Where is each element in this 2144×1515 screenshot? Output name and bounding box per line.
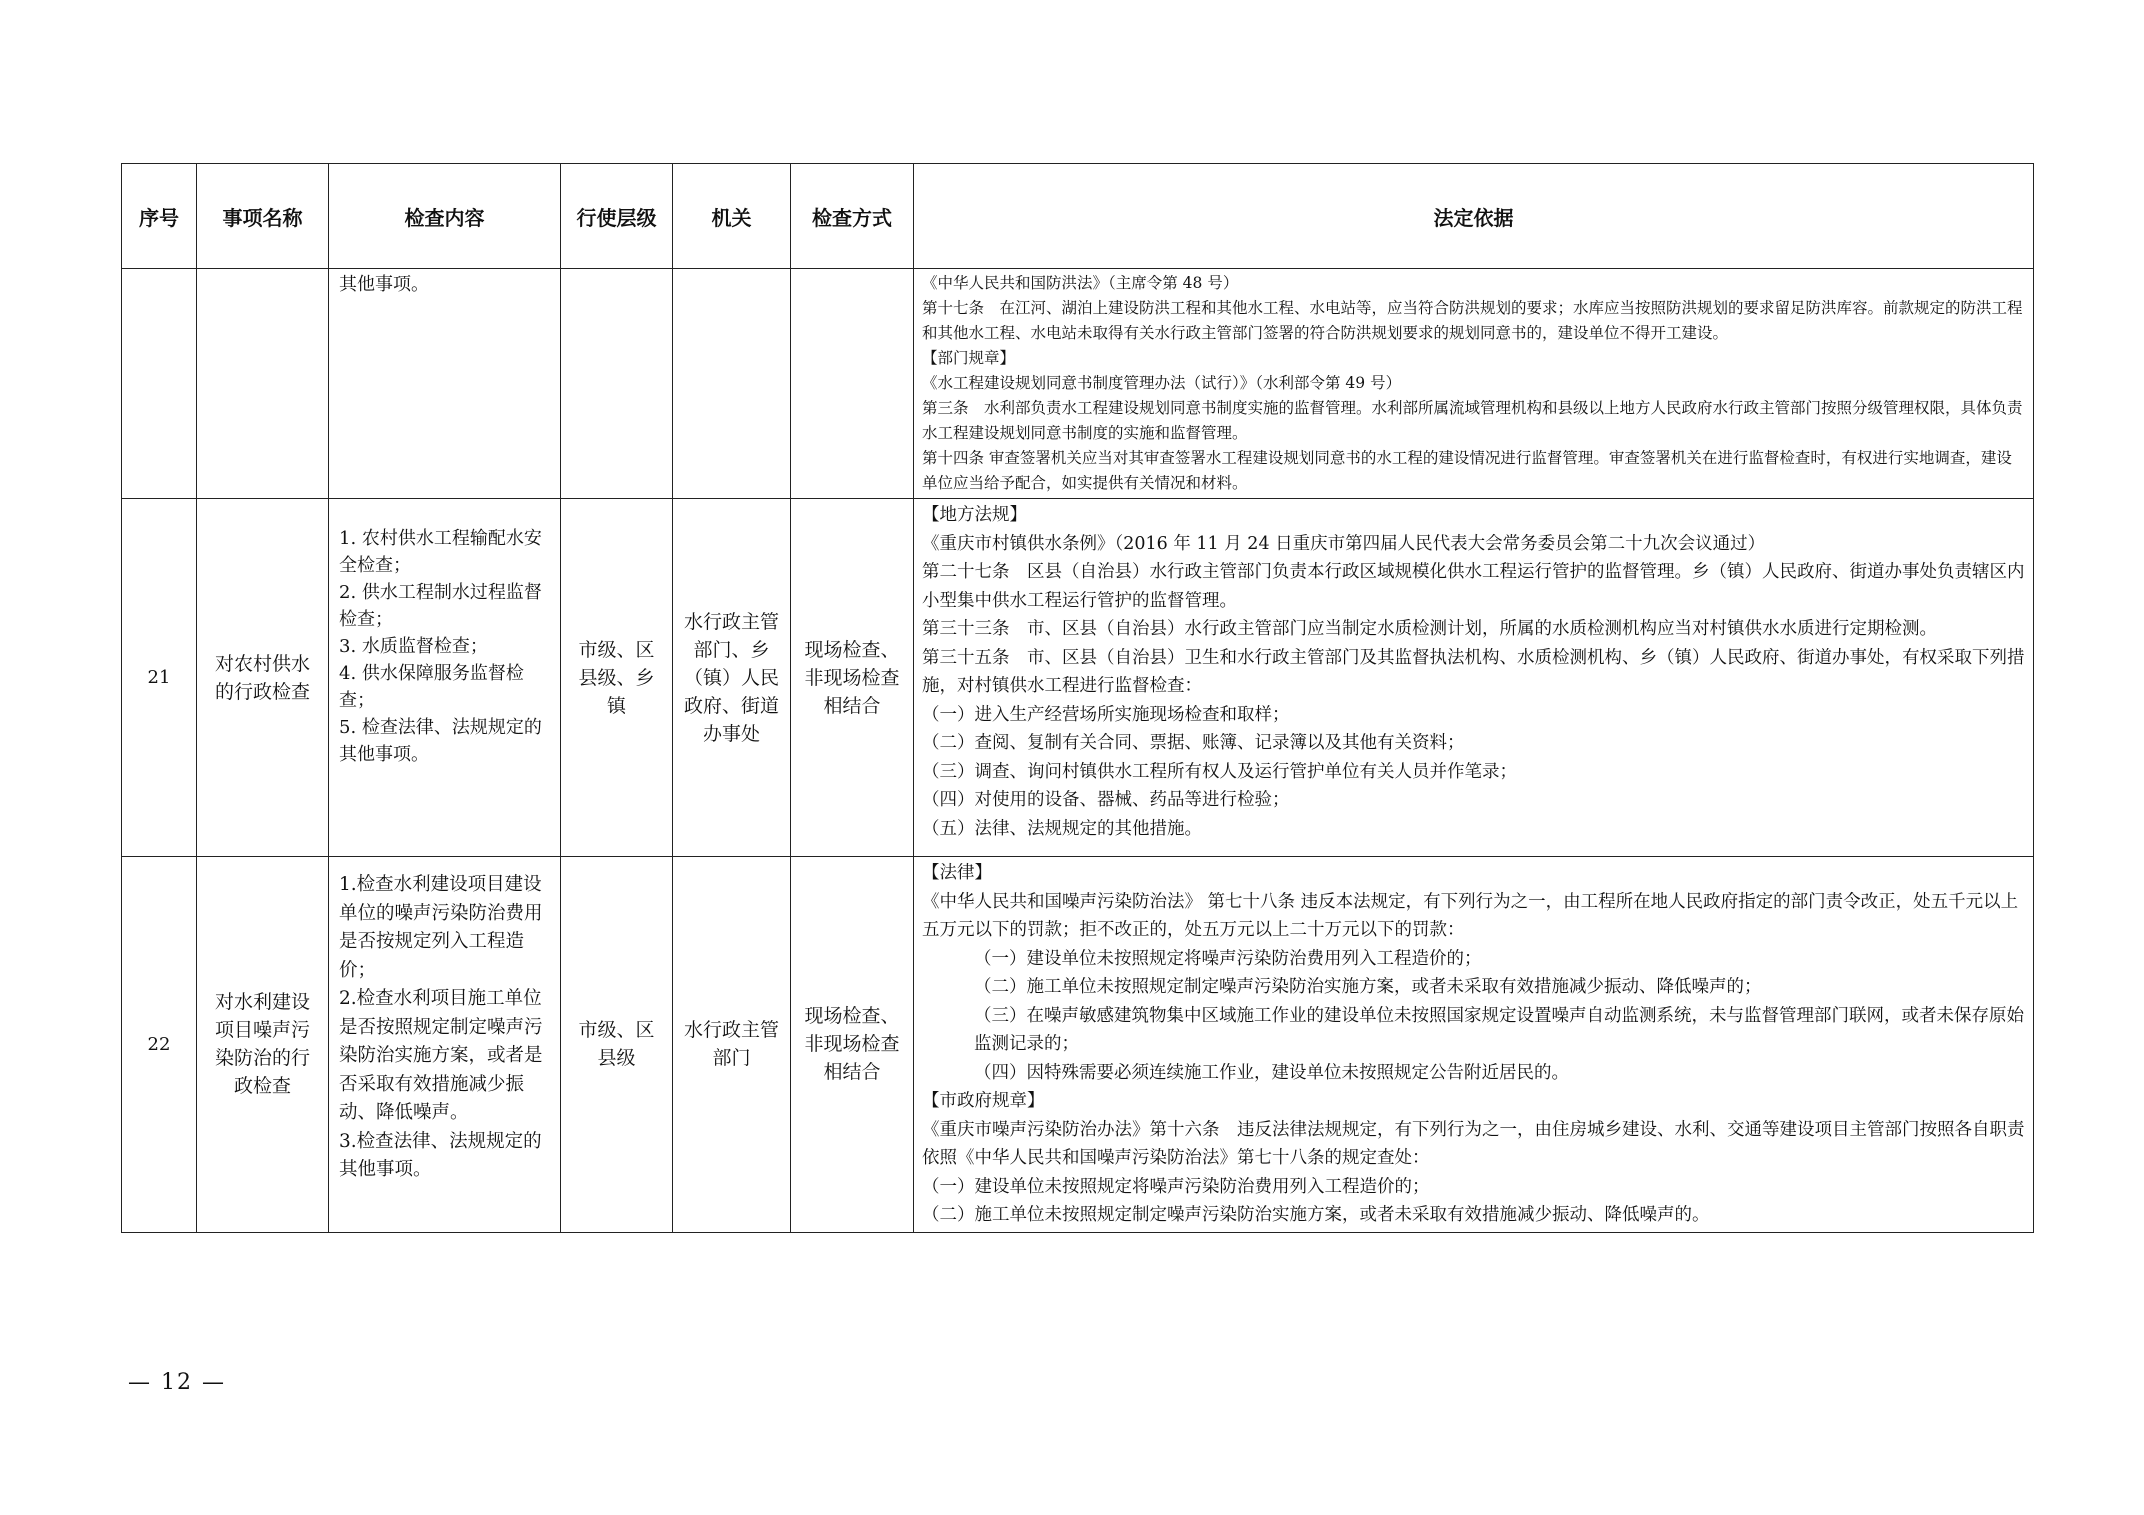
basis-line: （一）建设单位未按照规定将噪声污染防治费用列入工程造价的； <box>974 948 1482 969</box>
row-name <box>197 269 329 499</box>
header-content: 检查内容 <box>329 164 561 269</box>
table-row <box>122 499 2034 857</box>
inspection-table <box>121 163 2034 1233</box>
content-line: 2.检查水利项目施工单位是否按照规定制定噪声污染防治实施方案，或者是否采取有效措施减少振动、降低噪声。 <box>339 988 543 1123</box>
row-num: 22 <box>122 857 197 1233</box>
basis-line: （三）调查、询问村镇供水工程所有权人及运行管护单位有关人员并作笔录； <box>922 761 1517 782</box>
row-method: 现场检查、非现场检查相结合 <box>791 857 914 1233</box>
basis-line: （三）在噪声敏感建筑物集中区域施工作业的建设单位未按照国家规定设置噪声自动监测系统，未与监督管理部门联网，或者未保存原始监测记录的； <box>974 1005 2024 1054</box>
basis-line: 【部门规章】 <box>922 349 1016 367</box>
basis-line: （一）进入生产经营场所实施现场检查和取样； <box>922 704 1290 725</box>
row-org <box>673 269 791 499</box>
row-org: 水行政主管部门、乡（镇）人民政府、街道办事处 <box>673 499 791 857</box>
header-basis: 法定依据 <box>914 164 2034 269</box>
content-line: 5. 检查法律、法规规定的其他事项。 <box>339 717 542 765</box>
basis-line: （四）因特殊需要必须连续施工作业，建设单位未按照规定公告附近居民的。 <box>974 1062 1569 1083</box>
basis-line: 《中华人民共和国防洪法》（主席令第 48 号） <box>922 274 1239 292</box>
basis-line: 《水工程建设规划同意书制度管理办法（试行）》（水利部令第 49 号） <box>922 374 1402 392</box>
page-number: — 12 — <box>128 1370 226 1395</box>
basis-line: 【市政府规章】 <box>922 1091 1045 1111</box>
basis-line: 第三十五条 市、区县（自治县）卫生和水行政主管部门及其监督执法机构、水质检测机构、乡（镇）人民政府、街道办事处，有权采取下列措施，对村镇供水工程进行监督检查： <box>922 647 2025 696</box>
table-header-row <box>122 164 2034 269</box>
table-row <box>122 857 2034 1233</box>
row-org: 水行政主管部门 <box>673 857 791 1233</box>
content-line: 其他事项。 <box>339 274 429 295</box>
row-content <box>329 857 561 1233</box>
basis-line: （二）施工单位未按照规定制定噪声污染防治实施方案，或者未采取有效措施减少振动、降低噪声的。 <box>922 1205 1710 1225</box>
row-basis <box>914 857 2034 1233</box>
basis-line: 【地方法规】 <box>922 505 1027 525</box>
row-method: 现场检查、非现场检查相结合 <box>791 499 914 857</box>
row-level: 市级、区县级 <box>561 857 673 1233</box>
header-method: 检查方式 <box>791 164 914 269</box>
header-level: 行使层级 <box>561 164 673 269</box>
row-level <box>561 269 673 499</box>
header-name: 事项名称 <box>197 164 329 269</box>
row-content <box>329 499 561 857</box>
table-row <box>122 269 2034 499</box>
content-line: 2. 供水工程制水过程监督检查； <box>339 582 542 630</box>
row-content <box>329 269 561 499</box>
basis-line: 【法律】 <box>922 863 992 883</box>
basis-line: 《中华人民共和国噪声污染防治法》 第七十八条 违反本法规定，有下列行为之一，由工程所在地人民政府指定的部门责令改正，处五千元以上五万元以下的罚款；拒不改正的，处五万元以上二十万元以下的罚款： <box>922 891 2019 940</box>
header-org: 机关 <box>673 164 791 269</box>
row-num: 21 <box>122 499 197 857</box>
content-line: 3. 水质监督检查； <box>339 636 488 657</box>
basis-line: （二）施工单位未按照规定制定噪声污染防治实施方案，或者未采取有效措施减少振动、降低噪声的； <box>974 977 1762 997</box>
row-num <box>122 269 197 499</box>
header-num: 序号 <box>122 164 197 269</box>
basis-line: （四）对使用的设备、器械、药品等进行检验； <box>922 790 1290 810</box>
content-line: 1.检查水利建设项目建设单位的噪声污染防治费用是否按规定列入工程造价； <box>339 874 543 981</box>
basis-line: 第三十三条 市、区县（自治县）水行政主管部门应当制定水质检测计划，所属的水质检测机构应当对村镇供水水质进行定期检测。 <box>922 619 1937 639</box>
basis-line: 第十四条 审查签署机关应当对其审查签署水工程建设规划同意书的水工程的建设情况进行监督管理。审查签署机关在进行监督检查时，有权进行实地调查，建设单位应当给予配合，如实提供有关情况和材料。 <box>922 449 2012 492</box>
row-name: 对农村供水的行政检查 <box>197 499 329 857</box>
basis-line: 《重庆市村镇供水条例》（2016 年 11 月 24 日重庆市第四届人民代表大会常务委员会第二十九次会议通过） <box>922 533 1766 554</box>
content-line: 1. 农村供水工程输配水安全检查； <box>339 528 542 576</box>
basis-line: （二）查阅、复制有关合同、票据、账簿、记录簿以及其他有关资料； <box>922 733 1465 753</box>
basis-line: 第三条 水利部负责水工程建设规划同意书制度实施的监督管理。水利部所属流域管理机构和县级以上地方人民政府水行政主管部门按照分级管理权限，具体负责水工程建设规划同意书制度的实施和监督管理。 <box>922 399 2023 442</box>
row-name: 对水利建设项目噪声污染防治的行政检查 <box>197 857 329 1233</box>
basis-line: （一）建设单位未按照规定将噪声污染防治费用列入工程造价的； <box>922 1176 1430 1197</box>
basis-line: 《重庆市噪声污染防治办法》第十六条 违反法律法规规定，有下列行为之一，由住房城乡建设、水利、交通等建设项目主管部门按照各自职责依照《中华人民共和国噪声污染防治法》第七十八条的规定查处： <box>922 1119 2025 1168</box>
row-method <box>791 269 914 499</box>
content-line: 4. 供水保障服务监督检查； <box>339 663 524 711</box>
row-basis <box>914 499 2034 857</box>
row-basis <box>914 269 2034 499</box>
basis-line: 第二十七条 区县（自治县）水行政主管部门负责本行政区域规模化供水工程运行管护的监督管理。乡（镇）人民政府、街道办事处负责辖区内小型集中供水工程运行管护的监督管理。 <box>922 562 2025 611</box>
row-level: 市级、区县级、乡镇 <box>561 499 673 857</box>
content-line: 3.检查法律、法规规定的其他事项。 <box>339 1130 542 1180</box>
basis-line: 第十七条 在江河、湖泊上建设防洪工程和其他水工程、水电站等，应当符合防洪规划的要求；水库应当按照防洪规划的要求留足防洪库容。前款规定的防洪工程和其他水工程、水电站未取得有关水行政主管部门签署的符合防洪规划要求的规划同意书的，建设单位不得开工建设。 <box>922 299 2023 342</box>
basis-line: （五）法律、法规规定的其他措施。 <box>922 818 1202 839</box>
